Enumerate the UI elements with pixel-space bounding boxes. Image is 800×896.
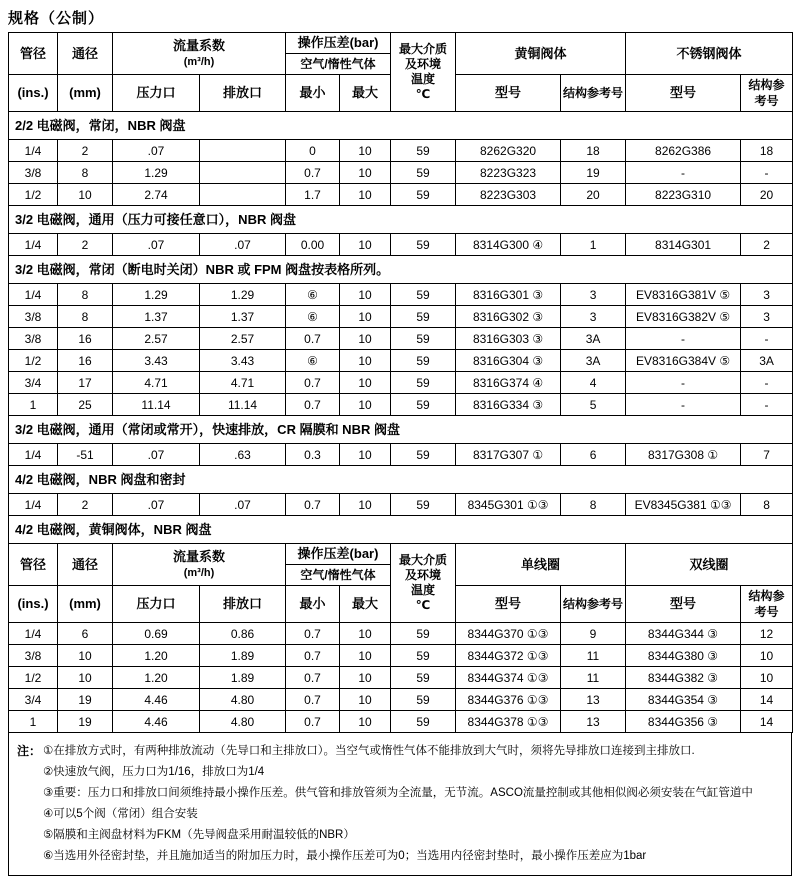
- table-cell: 59: [391, 494, 456, 516]
- col-header-double-coil-model: 型号: [626, 586, 741, 623]
- col-header-air-inert-gas: 空气/惰性气体: [286, 54, 391, 75]
- table-cell: .07: [113, 494, 200, 516]
- table-cell: 3.43: [113, 350, 200, 372]
- table-cell: 0.7: [286, 394, 340, 416]
- table-cell: 8: [58, 162, 113, 184]
- table-cell: 11.14: [113, 394, 200, 416]
- temperature-label: 最大介质及环境: [398, 553, 447, 582]
- note-item: ④可以5个阀（常闭）组合安装: [43, 808, 198, 820]
- table-cell: 2: [58, 140, 113, 162]
- table-cell: 6: [58, 623, 113, 645]
- table-cell: 10: [340, 234, 391, 256]
- col-header-exhaust-port: 排放口: [200, 586, 286, 623]
- table-cell: 8344G382 ③: [626, 667, 741, 689]
- table-cell: 1/4: [9, 284, 58, 306]
- spec-table-valves: [8, 32, 793, 516]
- table-cell: 59: [391, 234, 456, 256]
- table-cell: 8262G320: [456, 140, 561, 162]
- table-cell: 3.43: [200, 350, 286, 372]
- table-cell: EV8345G381 ①③: [626, 494, 741, 516]
- table-cell: 1.20: [113, 667, 200, 689]
- table-cell: 1.37: [200, 306, 286, 328]
- table-cell: 10: [340, 284, 391, 306]
- table-cell: 1/2: [9, 350, 58, 372]
- table-cell: 8: [58, 284, 113, 306]
- table-cell: 0.86: [200, 623, 286, 645]
- table-cell: 1.89: [200, 645, 286, 667]
- col-header-operating-pressure: 操作压差(bar): [286, 33, 391, 54]
- table-cell: 59: [391, 667, 456, 689]
- table-cell: 8314G301: [626, 234, 741, 256]
- table-cell: 1/4: [9, 140, 58, 162]
- table-row: [9, 372, 793, 394]
- section-title-row: [9, 516, 793, 544]
- note-item: ②快速放气阀，压力口为1/16，排放口为1/4: [43, 766, 265, 778]
- notes-list: [43, 741, 783, 867]
- table-cell: 8345G301 ①③: [456, 494, 561, 516]
- col-header-double-coil: 双线圈: [626, 544, 793, 586]
- table-cell: 14: [741, 689, 793, 711]
- col-header-air-inert-gas: 空气/惰性气体: [286, 565, 391, 586]
- table-cell: 1.29: [200, 284, 286, 306]
- note-item: ①在排放方式时，有两种排放流动（先导口和主排放口）。当空气或惰性气体不能排放到大气时，须将先导排放口连接到主排放口.: [43, 745, 695, 757]
- header-row-groups: [9, 33, 793, 54]
- table-cell: 18: [741, 140, 793, 162]
- table-cell: 59: [391, 350, 456, 372]
- section-title: 3/2 电磁阀，通用（压力可接任意口），NBR 阀盘: [9, 206, 793, 234]
- table-cell: 59: [391, 444, 456, 466]
- table-cell: 8316G304 ③: [456, 350, 561, 372]
- table-row: [9, 689, 793, 711]
- table-cell: 1.20: [113, 645, 200, 667]
- table-cell: -: [741, 162, 793, 184]
- table-cell: 16: [58, 328, 113, 350]
- col-header-pipe-size: 管径: [9, 33, 58, 75]
- table-cell: 10: [340, 372, 391, 394]
- col-header-bore-unit: (mm): [58, 586, 113, 623]
- col-header-pipe-unit: (ins.): [9, 75, 58, 112]
- table-cell: 59: [391, 140, 456, 162]
- col-header-max: 最大: [340, 75, 391, 112]
- table-cell: 3/8: [9, 306, 58, 328]
- table-cell: 18: [561, 140, 626, 162]
- table-cell: 10: [340, 444, 391, 466]
- table-cell: -: [741, 372, 793, 394]
- table-cell: 10: [340, 328, 391, 350]
- table-cell: EV8316G384V ⑤: [626, 350, 741, 372]
- table-cell: 0.7: [286, 667, 340, 689]
- table-cell: 0.00: [286, 234, 340, 256]
- table-cell: 8317G307 ①: [456, 444, 561, 466]
- table-cell: .63: [200, 444, 286, 466]
- table1-body: [9, 112, 793, 516]
- table-cell: -: [741, 394, 793, 416]
- table-cell: 3: [561, 284, 626, 306]
- table-cell: 3A: [561, 350, 626, 372]
- notes-label: 注：: [17, 744, 42, 758]
- table-cell: 10: [741, 667, 793, 689]
- table-cell: 2: [58, 494, 113, 516]
- table-cell: 2.74: [113, 184, 200, 206]
- table-cell: 59: [391, 394, 456, 416]
- table-row: [9, 623, 793, 645]
- table-cell: 0.3: [286, 444, 340, 466]
- table-cell: 59: [391, 372, 456, 394]
- table-cell: 8344G370 ①③: [456, 623, 561, 645]
- table-cell: 7: [741, 444, 793, 466]
- col-header-bore: 通径: [58, 544, 113, 586]
- section-title: 3/2 电磁阀，常闭（断电时关闭）NBR 或 FPM 阀盘按表格所列。: [9, 256, 793, 284]
- table-cell: 10: [340, 306, 391, 328]
- table-cell: 19: [58, 711, 113, 733]
- table-cell: 1/2: [9, 667, 58, 689]
- table-cell: 4.80: [200, 689, 286, 711]
- table-cell: 0.7: [286, 623, 340, 645]
- table-cell: 10: [340, 645, 391, 667]
- table-cell: 59: [391, 306, 456, 328]
- table-cell: 10: [340, 623, 391, 645]
- col-header-bore: 通径: [58, 33, 113, 75]
- table-cell: .07: [113, 140, 200, 162]
- flow-coefficient-unit: (m³/h): [183, 55, 215, 68]
- table-row: [9, 234, 793, 256]
- table2-body: [9, 623, 793, 733]
- table-cell: 59: [391, 284, 456, 306]
- table-cell: 1.29: [113, 284, 200, 306]
- table-cell: 59: [391, 645, 456, 667]
- table-cell: 8223G303: [456, 184, 561, 206]
- table-cell: 1.29: [113, 162, 200, 184]
- flow-coefficient-label: 流量系数: [172, 548, 225, 564]
- table-cell: 2.57: [200, 328, 286, 350]
- table-cell: 3/8: [9, 645, 58, 667]
- note-item: ③重要：压力口和排放口间须维持最小操作压差。供气管和排放管须为全流量，无节流。ASCO流量控制或其他相似阀必须安装在气缸管道中: [43, 787, 753, 799]
- table-row: [9, 394, 793, 416]
- col-header-brass-ref: 结构参考号: [561, 75, 626, 112]
- col-header-stainless-ref: 结构参考号: [741, 75, 793, 112]
- table-cell: 17: [58, 372, 113, 394]
- table-cell: 1.7: [286, 184, 340, 206]
- table-cell: 16: [58, 350, 113, 372]
- table1-header: [9, 33, 793, 112]
- page-title: 规格（公制）: [8, 10, 105, 27]
- table-cell: 8262G386: [626, 140, 741, 162]
- table-cell: 4.80: [200, 711, 286, 733]
- table-cell: -51: [58, 444, 113, 466]
- table-cell: 8344G356 ③: [626, 711, 741, 733]
- table-cell: -: [626, 372, 741, 394]
- table-cell: 8344G374 ①③: [456, 667, 561, 689]
- table-cell: 8: [741, 494, 793, 516]
- table-cell: 12: [741, 623, 793, 645]
- table-cell: 8344G354 ③: [626, 689, 741, 711]
- table-cell: 11: [561, 645, 626, 667]
- col-header-min: 最小: [286, 586, 340, 623]
- col-header-pressure-port: 压力口: [113, 586, 200, 623]
- table-cell: 1: [561, 234, 626, 256]
- table-cell: 1/4: [9, 623, 58, 645]
- col-header-pressure-port: 压力口: [113, 75, 200, 112]
- table-cell: 10: [741, 645, 793, 667]
- spec-table-4-2-brass: [8, 515, 793, 733]
- table-cell: 1/4: [9, 444, 58, 466]
- table-cell: ⑥: [286, 284, 340, 306]
- table-cell: 3/8: [9, 328, 58, 350]
- col-header-bore-unit: (mm): [58, 75, 113, 112]
- table-row: [9, 328, 793, 350]
- table-cell: 3: [741, 284, 793, 306]
- table-cell: EV8316G382V ⑤: [626, 306, 741, 328]
- table-cell: 8344G380 ③: [626, 645, 741, 667]
- col-header-exhaust-port: 排放口: [200, 75, 286, 112]
- table-cell: ⑥: [286, 306, 340, 328]
- table-cell: 20: [561, 184, 626, 206]
- table-cell: 0.69: [113, 623, 200, 645]
- table-cell: 6: [561, 444, 626, 466]
- section-title-row: [9, 466, 793, 494]
- table-cell: 14: [741, 711, 793, 733]
- table-cell: ⑥: [286, 350, 340, 372]
- table-cell: 1.37: [113, 306, 200, 328]
- table-cell: 59: [391, 689, 456, 711]
- table-cell: 8316G303 ③: [456, 328, 561, 350]
- section-title-row: [9, 416, 793, 444]
- temperature-label-2: 温度: [411, 72, 436, 86]
- section-title-row: [9, 112, 793, 140]
- table-cell: 8316G302 ③: [456, 306, 561, 328]
- table-cell: 0.7: [286, 689, 340, 711]
- col-header-operating-pressure: 操作压差(bar): [286, 544, 391, 565]
- flow-coefficient-unit: (m³/h): [183, 566, 215, 579]
- table-cell: 8223G323: [456, 162, 561, 184]
- temperature-label: 最大介质及环境: [399, 42, 448, 71]
- table-cell: 3: [561, 306, 626, 328]
- col-header-brass-model: 型号: [456, 75, 561, 112]
- table-row: [9, 184, 793, 206]
- table-cell: 0.7: [286, 645, 340, 667]
- table-cell: [200, 184, 286, 206]
- notes-section: [8, 732, 792, 876]
- table-cell: 10: [58, 667, 113, 689]
- temperature-unit: ℃: [415, 598, 431, 612]
- col-header-temperature: [391, 544, 456, 623]
- table-cell: -: [626, 162, 741, 184]
- table-cell: 10: [340, 494, 391, 516]
- table-cell: 8314G300 ④: [456, 234, 561, 256]
- table-cell: 10: [58, 645, 113, 667]
- table-cell: 0: [286, 140, 340, 162]
- table-cell: 10: [340, 689, 391, 711]
- table-cell: 1/4: [9, 234, 58, 256]
- table-cell: 8344G376 ①③: [456, 689, 561, 711]
- col-header-max: 最大: [340, 586, 391, 623]
- table-cell: 8344G378 ①③: [456, 711, 561, 733]
- table-cell: 10: [340, 350, 391, 372]
- table-cell: .07: [113, 234, 200, 256]
- section-title: 2/2 电磁阀，常闭，NBR 阀盘: [9, 112, 793, 140]
- section-title-row: [9, 256, 793, 284]
- table-cell: 3/4: [9, 689, 58, 711]
- col-header-double-coil-ref: 结构参考号: [741, 586, 793, 623]
- table-cell: 25: [58, 394, 113, 416]
- table-row: [9, 284, 793, 306]
- table2-header: [9, 516, 793, 623]
- table-cell: 8344G372 ①③: [456, 645, 561, 667]
- flow-coefficient-label: 流量系数: [173, 37, 226, 53]
- table-cell: -: [626, 328, 741, 350]
- col-header-pipe-unit: (ins.): [9, 586, 58, 623]
- col-header-flow-coefficient: [113, 33, 286, 75]
- table-cell: 11: [561, 667, 626, 689]
- table-cell: 3: [741, 306, 793, 328]
- table-cell: 3/4: [9, 372, 58, 394]
- table-cell: 10: [340, 711, 391, 733]
- table-cell: 0.7: [286, 494, 340, 516]
- table-row: [9, 494, 793, 516]
- col-header-min: 最小: [286, 75, 340, 112]
- table-cell: 3A: [561, 328, 626, 350]
- col-header-stainless-model: 型号: [626, 75, 741, 112]
- table-row: [9, 306, 793, 328]
- temperature-label-2: 温度: [410, 583, 435, 597]
- table-cell: 0.7: [286, 162, 340, 184]
- table-cell: 4.46: [113, 689, 200, 711]
- col-header-flow-coefficient: [113, 544, 286, 586]
- section-title: 3/2 电磁阀，通用（常闭或常开），快速排放，CR 隔膜和 NBR 阀盘: [9, 416, 793, 444]
- table-cell: 4.46: [113, 711, 200, 733]
- table-cell: 13: [561, 711, 626, 733]
- section-title: 4/2 电磁阀，NBR 阀盘和密封: [9, 466, 793, 494]
- table-cell: 10: [340, 184, 391, 206]
- table-cell: 1: [9, 711, 58, 733]
- table-row: [9, 711, 793, 733]
- table-cell: [200, 140, 286, 162]
- table-cell: 19: [58, 689, 113, 711]
- table-cell: 8316G374 ④: [456, 372, 561, 394]
- table-cell: .07: [200, 234, 286, 256]
- table-cell: [200, 162, 286, 184]
- table-cell: .07: [113, 444, 200, 466]
- table-cell: 59: [391, 328, 456, 350]
- table-row: [9, 645, 793, 667]
- table-cell: 8223G310: [626, 184, 741, 206]
- section-title: 4/2 电磁阀，黄铜阀体，NBR 阀盘: [9, 516, 793, 544]
- section-title-row: [9, 206, 793, 234]
- temperature-unit: ℃: [415, 87, 431, 101]
- table-row: [9, 140, 793, 162]
- table-cell: 59: [391, 184, 456, 206]
- table-cell: 4.71: [113, 372, 200, 394]
- col-header-brass-body: 黄铜阀体: [456, 33, 626, 75]
- table-cell: 10: [340, 667, 391, 689]
- table-cell: 10: [58, 184, 113, 206]
- table-cell: 8316G334 ③: [456, 394, 561, 416]
- col-header-stainless-body: 不锈钢阀体: [626, 33, 793, 75]
- table-cell: 59: [391, 711, 456, 733]
- note-item: ⑥当选用外径密封垫，并且施加适当的附加压力时，最小操作压差可为0；当选用内径密封垫时，最小操作压差应为1bar: [43, 850, 647, 862]
- table-cell: 20: [741, 184, 793, 206]
- table-cell: 11.14: [200, 394, 286, 416]
- table-cell: 59: [391, 623, 456, 645]
- table-cell: 10: [340, 394, 391, 416]
- table-cell: .07: [200, 494, 286, 516]
- table-cell: 10: [340, 140, 391, 162]
- header-row-groups: [9, 544, 793, 565]
- note-item: ⑤隔膜和主阀盘材料为FKM（先导阀盘采用耐温较低的NBR）: [43, 829, 355, 841]
- table-cell: 8317G308 ①: [626, 444, 741, 466]
- table-cell: 3A: [741, 350, 793, 372]
- table-cell: 4: [561, 372, 626, 394]
- col-header-single-coil-model: 型号: [456, 586, 561, 623]
- table-row: [9, 162, 793, 184]
- table-cell: -: [741, 328, 793, 350]
- table-cell: 0.7: [286, 328, 340, 350]
- col-header-pipe-size: 管径: [9, 544, 58, 586]
- table-cell: 3/8: [9, 162, 58, 184]
- col-header-single-coil: 单线圈: [456, 544, 626, 586]
- table-cell: 8: [561, 494, 626, 516]
- table-cell: 5: [561, 394, 626, 416]
- table-row: [9, 350, 793, 372]
- table-cell: 1.89: [200, 667, 286, 689]
- table-cell: 1/4: [9, 494, 58, 516]
- col-header-single-coil-ref: 结构参考号: [561, 586, 626, 623]
- table-cell: 9: [561, 623, 626, 645]
- table-cell: -: [626, 394, 741, 416]
- table-cell: 19: [561, 162, 626, 184]
- table-cell: 8316G301 ③: [456, 284, 561, 306]
- table-cell: 8: [58, 306, 113, 328]
- table-cell: 1: [9, 394, 58, 416]
- table-cell: 8344G344 ③: [626, 623, 741, 645]
- table-cell: 1/2: [9, 184, 58, 206]
- table-cell: 2: [741, 234, 793, 256]
- col-header-temperature: [391, 33, 456, 112]
- table-cell: 13: [561, 689, 626, 711]
- table-cell: 59: [391, 162, 456, 184]
- table-cell: 0.7: [286, 711, 340, 733]
- table-row: [9, 444, 793, 466]
- table-cell: 0.7: [286, 372, 340, 394]
- table-cell: EV8316G381V ⑤: [626, 284, 741, 306]
- table-cell: 4.71: [200, 372, 286, 394]
- table-cell: 2.57: [113, 328, 200, 350]
- table-cell: 10: [340, 162, 391, 184]
- table-row: [9, 667, 793, 689]
- table-cell: 2: [58, 234, 113, 256]
